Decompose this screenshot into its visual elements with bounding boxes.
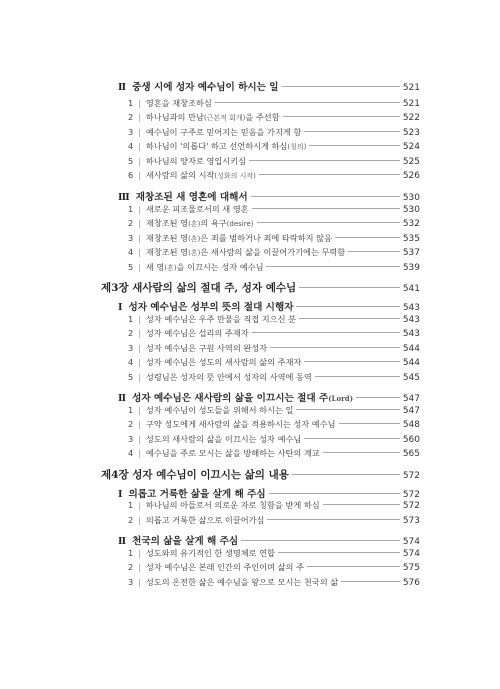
item-separator: | [138, 563, 141, 572]
item-separator: | [138, 435, 141, 444]
dot-leader-line [315, 376, 400, 377]
item-number: 3 [128, 343, 134, 353]
dot-leader-line [241, 540, 400, 541]
item-number: 4 [128, 357, 134, 367]
page-number: 543 [402, 303, 420, 313]
toc-entry-title [118, 390, 353, 404]
item-separator: | [138, 315, 141, 324]
dot-leader-line [267, 519, 399, 520]
page-number: 535 [402, 234, 420, 244]
toc-entry-title [128, 577, 338, 588]
page-number: 537 [402, 248, 420, 258]
page-number: 572 [402, 471, 420, 481]
entry-title-text: 새사람의 삶의 시작 [145, 170, 215, 180]
dot-leader-line [257, 222, 400, 223]
entry-title-text: 재창조된 영 [145, 247, 189, 257]
page-number: 544 [402, 358, 420, 368]
toc-item-row[interactable] [128, 548, 420, 559]
item-number: 2 [128, 419, 134, 429]
entry-title-note: (Lord) [328, 394, 354, 403]
item-number: 4 [128, 141, 134, 151]
toc-item-row[interactable] [128, 112, 420, 123]
item-number: 3 [128, 233, 134, 243]
dot-leader-line [309, 145, 399, 146]
toc-item-row[interactable] [128, 515, 420, 526]
page-number: 574 [402, 537, 420, 547]
toc-entry-title [118, 299, 293, 313]
page-number: 526 [402, 171, 420, 181]
toc-entry-title [128, 434, 301, 445]
section-numeral: Ⅰ [118, 302, 123, 313]
dot-leader-line [278, 552, 400, 553]
entry-title-rest: 은 죄를 범하거나 죄에 타락하지 않음 [200, 233, 332, 243]
toc-entry-title [118, 79, 279, 93]
item-number: 2 [128, 515, 134, 525]
page-number: 548 [402, 420, 420, 430]
item-separator: | [138, 263, 141, 272]
toc-entry-title [128, 112, 280, 123]
entry-title-text: 예수님이 구주로 믿어지는 믿음을 가지게 함 [145, 127, 302, 137]
page-number: 521 [402, 99, 420, 109]
dot-leader-line [270, 347, 400, 348]
item-separator: | [138, 406, 141, 415]
item-number: 2 [128, 112, 134, 122]
item-number: 3 [128, 127, 134, 137]
toc-entry-title [128, 141, 306, 152]
item-separator: | [138, 205, 141, 214]
entry-title-note: (근본적 회개) [203, 114, 246, 122]
dot-leader-line [215, 102, 400, 103]
item-separator: | [138, 142, 141, 151]
dot-leader-line [252, 208, 400, 209]
entry-title-text: 천국의 삶을 살게 해 주심 [132, 536, 239, 547]
item-separator: | [138, 128, 141, 137]
item-separator: | [138, 449, 141, 458]
entry-title-note: (혼) [188, 220, 201, 228]
item-number: 5 [128, 372, 134, 382]
toc-section-row[interactable] [118, 79, 420, 93]
toc-entry-title [128, 357, 301, 368]
toc-entry-title [128, 515, 264, 526]
toc-item-row[interactable] [128, 247, 420, 258]
dot-leader-line [269, 493, 400, 494]
item-number: 1 [128, 500, 134, 510]
page-number: 560 [402, 435, 420, 445]
dot-leader-line [296, 409, 399, 410]
dot-leader-line [341, 581, 400, 582]
page-number: 525 [402, 157, 420, 167]
dot-leader-line [296, 306, 399, 307]
entry-title-text: 구약 성도에게 새사람의 삶을 적용하시는 성자 예수님 [145, 419, 336, 429]
page-number: 543 [402, 315, 420, 325]
dot-leader-line [304, 438, 400, 439]
page-number: 524 [402, 142, 420, 152]
dot-leader-line [339, 423, 400, 424]
entry-title-text: 하나님의 양자로 영입시키심 [145, 156, 247, 166]
entry-title-text: 성자 예수님은 섭리의 주재자 [145, 328, 249, 338]
page-number: 547 [402, 394, 420, 404]
entry-title-text: 하나님의 아들로서 의로운 자로 칭함을 받게 하심 [145, 500, 320, 510]
entry-title-text: 성자 예수님은 우주 만물을 직접 지으신 분 [145, 314, 296, 324]
dot-leader-line [251, 196, 400, 197]
toc-item-row[interactable] [128, 372, 420, 383]
dot-leader-line [304, 361, 400, 362]
item-number: 1 [128, 405, 134, 415]
dot-leader-line [266, 266, 399, 267]
item-number: 5 [128, 262, 134, 272]
item-separator: | [138, 171, 141, 180]
entry-title-text: 제3장 새사람의 삶의 절대 주, 성자 예수님 [101, 282, 297, 294]
item-number: 6 [128, 170, 134, 180]
page-number: 573 [402, 516, 420, 526]
toc-item-row[interactable] [128, 156, 420, 167]
toc-entry-title [128, 448, 320, 459]
toc-section-row[interactable] [118, 533, 420, 547]
item-separator: | [138, 358, 141, 367]
entry-title-text: 예수님을 주로 모시는 삶을 방해하는 사탄의 계교 [145, 448, 320, 458]
item-separator: | [138, 549, 141, 558]
item-number: 2 [128, 562, 134, 572]
toc-item-row[interactable] [128, 419, 420, 430]
page-number: 532 [402, 219, 420, 229]
toc-entry-title [101, 280, 296, 295]
dot-leader-line [335, 237, 400, 238]
toc-chapter-row[interactable] [101, 467, 420, 482]
dot-leader-line [283, 116, 400, 117]
entry-title-note-2: (desire) [226, 220, 254, 228]
item-separator: | [138, 373, 141, 382]
page-number: 530 [402, 193, 420, 203]
toc-chapter-row[interactable] [101, 280, 420, 295]
toc-item-row[interactable] [128, 500, 420, 511]
item-number: 3 [128, 577, 134, 587]
toc-entry-title [128, 262, 263, 273]
section-numeral: Ⅱ [118, 536, 127, 547]
toc-entry-title [118, 486, 266, 500]
entry-title-text: 성도의 새사람의 삶을 이끄시는 성자 예수님 [145, 434, 302, 444]
dot-leader-line [323, 452, 400, 453]
toc-item-row[interactable] [128, 562, 420, 573]
entry-title-text: 성자 예수님은 새사람의 삶을 이끄시는 절대 주 [132, 393, 329, 404]
toc-item-row[interactable] [128, 233, 420, 244]
toc-item-row[interactable] [128, 141, 420, 152]
item-separator: | [138, 420, 141, 429]
toc-item-row[interactable] [128, 127, 420, 138]
entry-title-text: 성자 예수님은 성도의 새사람의 삶의 주재자 [145, 357, 302, 367]
entry-title-text: 제4장 성자 예수님이 이끄시는 삶의 내용 [101, 469, 289, 481]
toc-item-row[interactable] [128, 357, 420, 368]
section-numeral: Ⅰ [118, 489, 123, 500]
toc-entry-title [128, 127, 301, 138]
entry-title-text: 성자 예수님은 구원 사역의 완성자 [145, 343, 268, 353]
page-number: 575 [402, 563, 420, 573]
toc-item-row[interactable] [128, 577, 420, 588]
dot-leader-line [259, 174, 400, 175]
item-number: 4 [128, 247, 134, 257]
item-number: 2 [128, 218, 134, 228]
entry-title-note: (성화의 시작) [214, 172, 256, 180]
dot-leader-line [304, 131, 400, 132]
entry-title-rest: 을 이끄시는 성자 예수님 [176, 262, 264, 272]
entry-title-text: 재창조된 영 [145, 233, 189, 243]
toc-entry-title [128, 500, 320, 511]
item-number: 3 [128, 434, 134, 444]
dot-leader-line [348, 251, 400, 252]
toc-entry-title [128, 372, 312, 383]
entry-title-text: 재창조된 영 [145, 218, 189, 228]
entry-title-text: 하나님이 '의롭다' 하고 선언하시게 하심 [145, 141, 288, 151]
page-number: 572 [402, 490, 420, 500]
page-number: 530 [402, 205, 420, 215]
item-number: 1 [128, 314, 134, 324]
entry-title-note: (혼) [188, 235, 201, 243]
toc-entry-title [118, 533, 238, 547]
entry-title-rest: 을 주선함 [245, 112, 280, 122]
page-number: 545 [402, 373, 420, 383]
toc-section-row[interactable] [118, 390, 420, 404]
entry-title-text: 성도의 온전한 삶은 예수님을 왕으로 모시는 천국의 삶 [145, 577, 339, 587]
toc-entry-title [101, 467, 289, 482]
toc-entry-title [128, 156, 246, 167]
item-separator: | [138, 113, 141, 122]
toc-entry-title [128, 548, 275, 559]
entry-title-text: 성자 예수님은 성부의 뜻의 절대 시행자 [128, 302, 294, 313]
entry-title-text: 성령님은 성자의 뜻 안에서 성자의 사역에 동역 [145, 372, 312, 382]
toc-entry-title [128, 314, 296, 325]
toc-item-row[interactable] [128, 98, 420, 109]
entry-title-text: 성도와의 유기적인 한 생명체로 연합 [145, 548, 275, 558]
page-number: 544 [402, 344, 420, 354]
page-number: 522 [402, 113, 420, 123]
section-numeral: Ⅲ [118, 192, 130, 203]
item-separator: | [138, 329, 141, 338]
page-number: 523 [402, 128, 420, 138]
toc-item-row[interactable] [128, 405, 420, 416]
dot-leader-line [252, 332, 400, 333]
item-separator: | [138, 99, 141, 108]
dot-leader-line [282, 86, 400, 87]
entry-title-text: 새로운 피조물로서의 새 영혼 [145, 204, 249, 214]
toc-item-row[interactable] [128, 262, 420, 273]
item-separator: | [138, 501, 141, 510]
dot-leader-line [292, 474, 400, 475]
entry-title-rest: 은 새사람의 삶을 이끌어가기에는 무력함 [200, 247, 346, 257]
page-number: 539 [402, 263, 420, 273]
toc-entry-title [128, 562, 304, 573]
entry-title-text: 하나님과의 만남 [145, 112, 204, 122]
toc-item-row[interactable] [128, 204, 420, 215]
section-numeral: Ⅱ [118, 393, 127, 404]
item-number: 1 [128, 548, 134, 558]
item-number: 4 [128, 448, 134, 458]
page-number: 547 [402, 406, 420, 416]
toc-item-row[interactable] [128, 448, 420, 459]
toc-entry-title [128, 218, 254, 229]
item-separator: | [138, 578, 141, 587]
entry-title-text: 영혼을 재창조하심 [145, 98, 212, 108]
page-number: 543 [402, 329, 420, 339]
item-number: 2 [128, 328, 134, 338]
item-number: 5 [128, 156, 134, 166]
toc-item-row[interactable] [128, 314, 420, 325]
entry-title-text: 재창조된 새 영혼에 대해서 [135, 192, 248, 203]
item-separator: | [138, 516, 141, 525]
toc-entry-title [128, 405, 293, 416]
entry-title-text: 새 영 [145, 262, 165, 272]
toc-entry-title [128, 247, 345, 258]
toc-entry-title [128, 98, 212, 109]
item-separator: | [138, 344, 141, 353]
entry-title-text: 성자 예수님이 성도들을 위해서 하시는 일 [145, 405, 294, 415]
toc-section-row[interactable] [118, 299, 420, 313]
toc-item-row[interactable] [128, 328, 420, 339]
toc-item-row[interactable] [128, 434, 420, 445]
toc-section-row[interactable] [118, 189, 420, 203]
entry-title-text: 중생 시에 성자 예수님이 하시는 일 [132, 82, 279, 93]
entry-title-text: 의롭고 거룩한 삶을 살게 해 주심 [128, 489, 266, 500]
item-separator: | [138, 248, 141, 257]
item-separator: | [138, 234, 141, 243]
toc-item-row[interactable] [128, 343, 420, 354]
entry-title-note: (혼) [164, 264, 177, 272]
page-number: 541 [402, 284, 420, 294]
toc-entry-title [128, 419, 336, 430]
dot-leader-line [299, 287, 400, 288]
toc-entry-title [128, 170, 256, 181]
toc-entry-title [128, 343, 267, 354]
item-separator: | [138, 219, 141, 228]
entry-title-note: (혼) [188, 249, 201, 257]
page-number: 572 [402, 501, 420, 511]
dot-leader-line [356, 397, 400, 398]
toc-section-row[interactable] [118, 486, 420, 500]
entry-title-note: (칭의) [287, 143, 307, 151]
toc-entry-title [118, 189, 248, 203]
dot-leader-line [307, 566, 400, 567]
item-number: 1 [128, 98, 134, 108]
page-number: 574 [402, 549, 420, 559]
toc-item-row[interactable] [128, 170, 420, 181]
page-number: 521 [402, 83, 420, 93]
toc-entry-title [128, 204, 249, 215]
entry-title-text: 의롭고 거룩한 삶으로 이끌어가심 [145, 515, 265, 525]
dot-leader-line [299, 318, 400, 319]
dot-leader-line [323, 504, 400, 505]
entry-title-rest: 의 욕구 [200, 218, 227, 228]
page-number: 565 [402, 449, 420, 459]
dot-leader-line [249, 160, 400, 161]
item-separator: | [138, 157, 141, 166]
item-number: 1 [128, 204, 134, 214]
toc-entry-title [128, 328, 249, 339]
entry-title-text: 성자 예수님은 본래 인간의 주인이며 삶의 주 [145, 562, 304, 572]
toc-entry-title [128, 233, 332, 244]
toc-item-row[interactable] [128, 218, 420, 229]
section-numeral: Ⅱ [118, 82, 127, 93]
page-number: 576 [402, 578, 420, 588]
